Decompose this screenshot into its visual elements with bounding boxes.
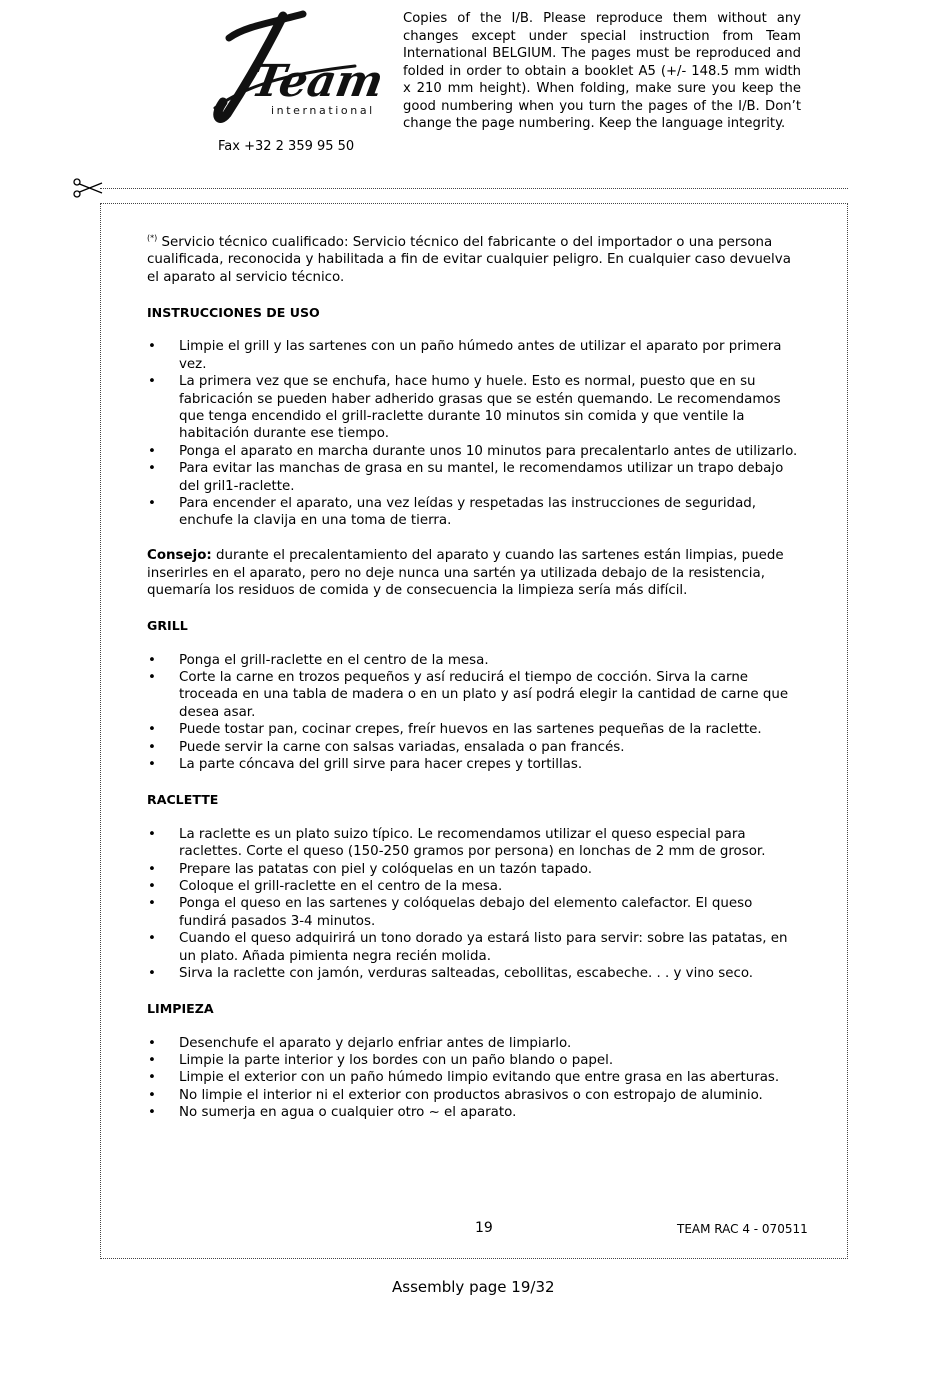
consejo-text: durante el precalentamiento del aparato y cuando las sartenes están limpias, puede inserirles en el aparato, pero no deje nunca una sartén ya utilizada debajo de la resistencia, quemaría los residuos de comida y de consecuencia la limpieza sería más difícil. <box>147 548 784 599</box>
heading-instrucciones: INSTRUCCIONES DE USO <box>147 304 320 320</box>
heading-limpieza: LIMPIEZA <box>147 1000 214 1016</box>
team-international-logo <box>205 8 388 128</box>
list-item: • Ponga el queso en las sartenes y colóquelas debajo del elemento calefactor. El queso fundirá pasados 3-4 minutos. <box>147 895 802 930</box>
heading-grill: GRILL <box>147 617 188 633</box>
consejo-label: Consejo: <box>147 548 212 564</box>
list-limpieza <box>147 1035 802 1122</box>
document-reference: TEAM RAC 4 - 070511 <box>677 1222 808 1236</box>
list-item: • La parte cóncava del grill sirve para hacer crepes y tortillas. <box>147 756 802 773</box>
list-item: • Limpie la parte interior y los bordes con un paño blando o papel. <box>147 1052 802 1069</box>
list-item: • No limpie el interior ni el exterior con productos abrasivos o con estropajo de aluminio. <box>147 1087 802 1104</box>
list-item: • La primera vez que se enchufa, hace humo y huele. Esto es normal, puesto que en su fabricación se pueden haber adherido grasas que se estén quemando. Le recomendamos que tenga encendido el grill-raclette durante 10 minutos sin comida y que ventile la habitación durante ese tiempo. <box>147 373 802 443</box>
fax-number: Fax +32 2 359 95 50 <box>218 139 355 154</box>
footnote <box>147 234 802 286</box>
list-item: • Limpie el exterior con un paño húmedo limpio evitando que entre grasa en las aberturas. <box>147 1069 802 1086</box>
copies-notice: Copies of the I/B. Please reproduce them without any changes except under special instruction from Team International BELGIUM. The pages must be reproduced and folded in order to obtain a booklet A5 (+/- 148.5 mm width x 210 mm height). When folding, make sure you keep the good numbering when you turn the pages of the I/B. Don’t change the page numbering. Keep the language integrity. <box>403 11 801 131</box>
assembly-page-label: Assembly page 19/32 <box>392 1278 555 1296</box>
list-instrucciones <box>147 338 802 529</box>
page-number: 19 <box>475 1220 493 1236</box>
cut-line <box>100 188 848 189</box>
list-item: • No sumerja en agua o cualquier otro ~ el aparato. <box>147 1104 802 1121</box>
list-grill <box>147 652 802 774</box>
list-item: • Puede servir la carne con salsas variadas, ensalada o pan francés. <box>147 739 802 756</box>
list-item: • Coloque el grill-raclette en el centro de la mesa. <box>147 878 802 895</box>
list-item: • Limpie el grill y las sartenes con un paño húmedo antes de utilizar el aparato por primera vez. <box>147 338 802 373</box>
page-content <box>147 234 802 1122</box>
footnote-mark: (*) <box>147 233 158 243</box>
list-item: • Ponga el grill-raclette en el centro de la mesa. <box>147 652 802 669</box>
list-raclette <box>147 826 802 983</box>
logo-word: Team <box>247 55 388 107</box>
list-item: • Desenchufe el aparato y dejarlo enfriar antes de limpiarlo. <box>147 1035 802 1052</box>
list-item: • Prepare las patatas con piel y colóquelas en un tazón tapado. <box>147 861 802 878</box>
list-item: • Para encender el aparato, una vez leídas y respetadas las instrucciones de seguridad, enchufe la clavija en una toma de tierra. <box>147 495 802 530</box>
consejo-paragraph <box>147 547 802 599</box>
list-item: • Sirva la raclette con jamón, verduras salteadas, cebollitas, escabeche. . . y vino seco. <box>147 965 802 982</box>
list-item: • La raclette es un plato suizo típico. Le recomendamos utilizar el queso especial para raclettes. Corte el queso (150-250 gramos por persona) en lonchas de 2 mm de grosor. <box>147 826 802 861</box>
logo-subword: international <box>271 104 375 117</box>
list-item: • Cuando el queso adquirirá un tono dorado ya estará listo para servir: sobre las patatas, en un plato. Añada pimienta negra recién molida. <box>147 930 802 965</box>
list-item: • Ponga el aparato en marcha durante unos 10 minutos para precalentarlo antes de utilizarlo. <box>147 443 802 460</box>
footnote-text: Servicio técnico cualificado: Servicio técnico del fabricante o del importador o una persona cualificada, reconocida y habilitada a fin de evitar cualquier peligro. En cualquier caso devuelva el aparato al servicio técnico. <box>147 235 791 285</box>
list-item: • Corte la carne en trozos pequeños y así reducirá el tiempo de cocción. Sirva la carne troceada en una tabla de madera o en un plato y así podrá elegir la cantidad de carne que desea asar. <box>147 669 802 721</box>
list-item: • Puede tostar pan, cocinar crepes, freír huevos en las sartenes pequeñas de la raclette. <box>147 721 802 738</box>
heading-raclette: RACLETTE <box>147 791 219 807</box>
list-item: • Para evitar las manchas de grasa en su mantel, le recomendamos utilizar un trapo debajo del gril1-raclette. <box>147 460 802 495</box>
